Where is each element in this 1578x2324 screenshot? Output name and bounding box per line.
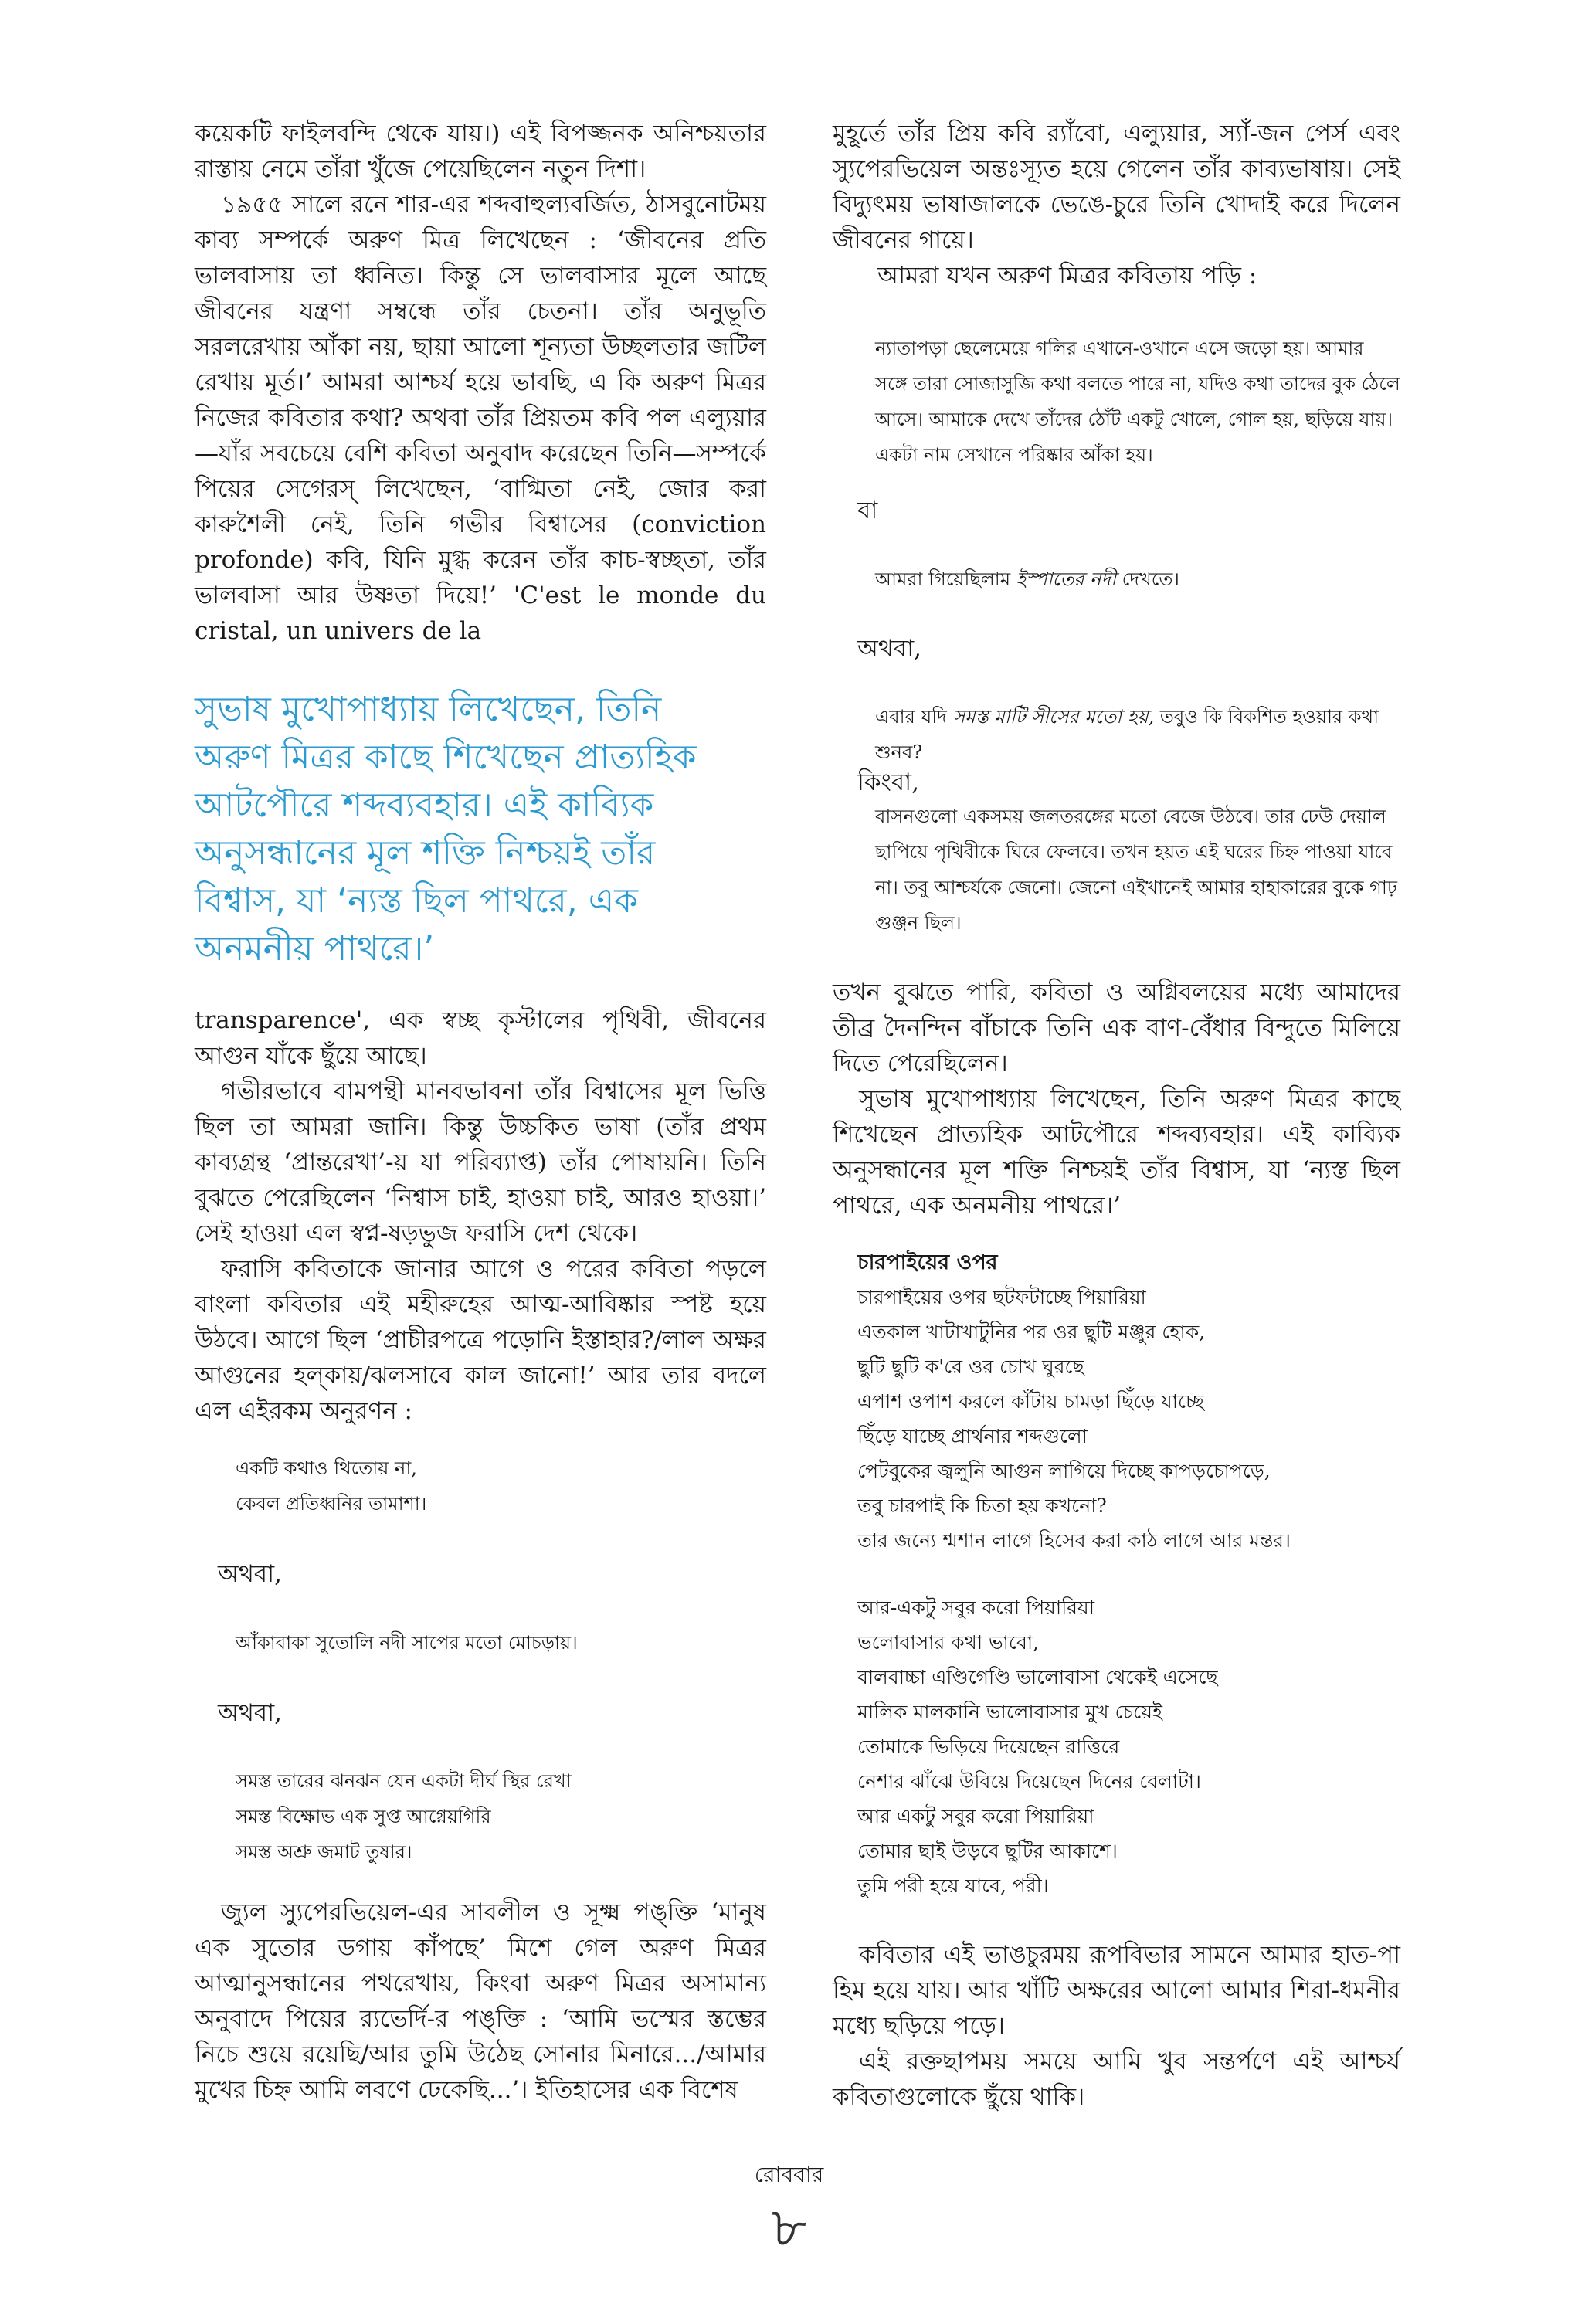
poem-line: ভলোবাসার কথা ভাবো, bbox=[857, 1631, 1040, 1654]
paragraph: কবিতার এই ভাঙচুরময় রূপবিভার সামনে আমার হাত-পা হিম হয়ে যায়। আর খাঁটি অক্ষরের আলো আমার শিরা-ধমনীর মধ্যে ছড়িয়ে পড়ে। bbox=[833, 1941, 1400, 2040]
paragraph: ফরাসি কবিতাকে জানার আগে ও পরের কবিতা পড়লে বাংলা কবিতার এই মহীরুহের আত্ম-আবিষ্কার স্পষ্ট হয়ে উঠবে। আগে ছিল ‘প্রাচীরপত্রে পড়োনি ইস্তাহার?/লাল অক্ষর আগুনের হল্‌কায়/ঝলসাবে কাল জানো!’ আর তার বদলে এল এইরকম অনুরণন : bbox=[195, 1255, 766, 1425]
poem-line: এতকাল খাটাখাটুনির পর ওর ছুটি মঞ্জুর হোক, bbox=[857, 1321, 1206, 1343]
poem-line: বালবাচ্চা এণ্ডিগেণ্ডি ভালোবাসা থেকেই এসেছে bbox=[857, 1666, 1218, 1688]
page-number: ৮ bbox=[771, 2196, 807, 2259]
quote-line: একটি কথাও থিতোয় না, bbox=[236, 1457, 417, 1479]
connector-label: অথবা, bbox=[218, 1699, 283, 1727]
athoba-label-2 bbox=[218, 1695, 282, 1731]
quote-line: আঁকাবাকা সুতোলি নদী সাপের মতো মোচড়ায়। bbox=[236, 1632, 578, 1654]
poem-line: আর-একটু সবুর করো পিয়ারিয়া bbox=[857, 1596, 1095, 1619]
poem-line: এপাশ ওপাশ করলে কাঁটায় চামড়া ছিঁড়ে যাচ্ছে bbox=[857, 1390, 1204, 1413]
kimba-label bbox=[857, 765, 919, 800]
quote-text-post: তবুও কি বিকশিত হওয়ার কথা শুনব? bbox=[875, 706, 1379, 763]
quote-block-1 bbox=[236, 1450, 761, 1522]
paragraph: গভীরভাবে বামপন্থী মানবভাবনা তাঁর বিশ্বাসের মূল ভিত্তি ছিল তা আমরা জানি। কিন্তু উচ্চকিত ভাষা (তাঁর প্রথম কাব্যগ্রন্থ ‘প্রান্তরেখা’-য় যা পরিব্যাপ্ত) তাঁর পোষায়নি। তিনি বুঝতে পেরেছিলেন ‘নিশ্বাস চাই, হাওয়া চাই, আরও হাওয়া।’ সেই হাওয়া এল স্বপ্ন-ষড়ভুজ ফরাসি দেশ থেকে। bbox=[195, 1077, 766, 1247]
poem-line: তোমাকে ভিড়িয়ে দিয়েছেন রাত্তিরে bbox=[857, 1735, 1120, 1758]
quote-line: সমস্ত বিক্ষোভ এক সুপ্ত আগ্নেয়গিরি bbox=[236, 1806, 491, 1827]
connector-label: বা bbox=[857, 497, 878, 524]
quote-block-c bbox=[875, 699, 1400, 770]
right-column-mid bbox=[833, 975, 1400, 1223]
quote-text-post: দেখতে। bbox=[1115, 568, 1179, 590]
poem-title: চারপাইয়ের ওপর bbox=[857, 1250, 998, 1274]
poem-line: তার জন্যে শ্মশান লাগে হিসেব করা কাঠ লাগে আর মন্তর। bbox=[857, 1529, 1291, 1552]
ba-label bbox=[857, 493, 877, 528]
magazine-name: রোববার bbox=[754, 2162, 824, 2187]
quote-text: বাসনগুলো একসময় জলতরঙ্গের মতো বেজে উঠবে। তার ঢেউ দেয়াল ছাপিয়ে পৃথিবীকে ঘিরে ফেলবে। তখন হয়ত এই ঘরের চিহ্ন পাওয়া যাবে না। তবু আশ্চর্যকে জেনো। জেনো এইখানেই আমার হাহাকারের বুকে গাঢ় গুঞ্জন ছিল। bbox=[875, 806, 1397, 934]
poem-line: তোমার ছাই উড়বে ছুটির আকাশে। bbox=[857, 1840, 1118, 1862]
quote-line: সমস্ত তারের ঝনঝন যেন একটা দীর্ঘ স্থির রেখা bbox=[236, 1770, 572, 1792]
poem-line: আর একটু সবুর করো পিয়ারিয়া bbox=[857, 1805, 1094, 1827]
paragraph: মুহূর্তে তাঁর প্রিয় কবি র‍্যাঁবো, এল্যুয়ার, স্যাঁ-জন পের্স এবং স্যুপেরভিয়েল অন্তঃস্যূত হয়ে গেলেন তাঁর কাব্যভাষায়। সেই বিদ্যুৎময় ভাষাজালকে ভেঙে-চুরে তিনি খোদাই করে দিলেন জীবনের গায়ে। bbox=[833, 120, 1400, 254]
paragraph: ১৯৫৫ সালে রনে শার-এর শব্দবাহুল্যবর্জিত, ঠাসবুনোটময় কাব্য সম্পর্কে অরুণ মিত্র লিখেছেন : ‘জীবনের প্রতি ভালবাসায় তা ধ্বনিত। কিন্তু সে ভালবাসার মূলে আছে জীবনের যন্ত্রণা সম্বন্ধে তাঁর চেতনা। তাঁর অনুভূতি সরলরেখায় আঁকা নয়, ছায়া আলো শূন্যতা উচ্ছলতার জটিল রেখায় মূর্ত।’ আমরা আশ্চর্য হয়ে ভাবছি, এ কি অরুণ মিত্রর নিজের কবিতার কথা? অথবা তাঁর প্রিয়তম কবি পল এল্যুয়ার—যাঁর সবচেয়ে বেশি কবিতা অনুবাদ করেছেন তিনি—সম্পর্কে পিয়ের সেগেরস্ লিখেছেন, ‘বাগ্মিতা নেই, জোর করা কারুশৈলী নেই, তিনি গভীর বিশ্বাসের (conviction profonde) কবি, যিনি মুগ্ধ করেন তাঁর কাচ-স্বচ্ছতা, তাঁর ভালবাসা আর উষ্ণতা দিয়ে!’ 'C'est le monde du cristal, un univers de la bbox=[195, 191, 766, 645]
paragraph: জ্যুল স্যুপেরভিয়েল-এর সাবলীল ও সূক্ষ্ম পঙ্‌ক্তি ‘মানুষ এক সুতোর ডগায় কাঁপছে’ মিশে গেল অরুণ মিত্রর আত্মানুসন্ধানের পথরেখায়, কিংবা অরুণ মিত্রর অসামান্য অনুবাদে পিয়ের র‍্যভের্দি-র পঙ্‌ক্তি : ‘আমি ভস্মের স্তম্ভের নিচে শুয়ে রয়েছি/আর তুমি উঠেছ সোনার মিনারে.../আমার মুখের চিহ্ন আমি লবণে ঢেকেছি...’। ইতিহাসের এক বিশেষ bbox=[195, 1898, 766, 2104]
quote-block-3 bbox=[236, 1763, 761, 1870]
right-column-top bbox=[833, 116, 1400, 293]
quote-text-pre: আমরা গিয়েছিলাম bbox=[875, 568, 1016, 590]
right-column-end bbox=[833, 1937, 1400, 2115]
quote-text: ন্যাতাপড়া ছেলেমেয়ে গলির এখানে-ওখানে এসে জড়ো হয়। আমার সঙ্গে তারা সোজাসুজি কথা বলতে পারে না, যদিও কথা তাদের বুক ঠেলে আসে। আমাকে দেখে তাঁদের ঠোঁট একটু খোলে, গোল হয়, ছড়িয়ে যায়। একটা নাম সেখানে পরিষ্কার আঁকা হয়। bbox=[875, 338, 1400, 466]
paragraph: সুভাষ মুখোপাধ্যায় লিখেছেন, তিনি অরুণ মিত্রর কাছে শিখেছেন প্রাত্যহিক আটপৌরে শব্দব্যবহার। এই কাব্যিক অনুসন্ধানের মূল শক্তি নিশ্চয়ই তাঁর বিশ্বাস, যা ‘ন্যস্ত ছিল পাথরে, এক অনমনীয় পাথরে।’ bbox=[833, 1085, 1400, 1220]
poem-line: ছিঁড়ে যাচ্ছে প্রার্থনার শব্দগুলো bbox=[857, 1425, 1088, 1447]
paragraph: তখন বুঝতে পারি, কবিতা ও অগ্নিবলয়ের মধ্যে আমাদের তীব্র দৈনন্দিন বাঁচাকে তিনি এক বাণ-বেঁধার বিন্দুতে মিলিয়ে দিতে পেরেছিলেন। bbox=[833, 979, 1400, 1077]
quote-text-italic: সমস্ত মাটি সীসের মতো হয়, bbox=[952, 706, 1155, 728]
athoba-label-3 bbox=[857, 631, 921, 667]
left-column bbox=[195, 116, 766, 649]
quote-block-d bbox=[875, 799, 1400, 941]
quote-block-2 bbox=[236, 1625, 761, 1661]
quote-line: সমস্ত অশ্রু জমাট তুষার। bbox=[236, 1841, 412, 1863]
quote-text bbox=[875, 561, 1400, 597]
quote-block-a bbox=[875, 331, 1400, 473]
poem-line: নেশার ঝাঁঝে উবিয়ে দিয়েছেন দিনের বেলাটা। bbox=[857, 1770, 1201, 1793]
connector-label: কিংবা, bbox=[857, 768, 919, 796]
poem-line: পেটবুকের জ্বলুনি আগুন লাগিয়ে দিচ্ছে কাপড়চোপড়ে, bbox=[857, 1460, 1271, 1482]
left-column-bottom bbox=[195, 1895, 766, 2108]
quote-text-pre: এবার যদি bbox=[875, 706, 953, 728]
paragraph: আমরা যখন অরুণ মিত্রর কবিতায় পড়ি : bbox=[877, 262, 1257, 290]
paragraph: transparence', এক স্বচ্ছ কৃস্টালের পৃথিবী, জীবনের আগুন যাঁকে ছুঁয়ে আছে। bbox=[195, 1006, 766, 1070]
poem-line: মালিক মালকানি ভালোবাসার মুখ চেয়েই bbox=[857, 1701, 1162, 1723]
poem-line: ছুটি ছুটি ক'রে ওর চোখ ঘুরছে bbox=[857, 1355, 1084, 1378]
pull-quote bbox=[195, 686, 735, 973]
poem-line: তবু চারপাই কি চিতা হয় কখনো? bbox=[857, 1494, 1107, 1517]
athoba-label-1 bbox=[218, 1556, 282, 1592]
pull-quote-text: সুভাষ মুখোপাধ্যায় লিখেছেন, তিনি অরুণ মিত্রর কাছে শিখেছেন প্রাত্যহিক আটপৌরে শব্দব্যবহার। এই কাব্যিক অনুসন্ধানের মূল শক্তি নিশ্চয়ই তাঁর বিশ্বাস, যা ‘ন্যস্ত ছিল পাথরে, এক অনমনীয় পাথরে।’ bbox=[195, 690, 697, 969]
poem bbox=[857, 1246, 1413, 1903]
quote-text-italic: ইস্পাতের নদী bbox=[1016, 568, 1116, 590]
quote-block-b bbox=[875, 561, 1400, 597]
connector-label: অথবা, bbox=[857, 635, 922, 663]
left-column-mid bbox=[195, 1003, 766, 1429]
poem-line: তুমি পরী হয়ে যাবে, পরী। bbox=[857, 1874, 1049, 1897]
paragraph: এই রক্তছাপময় সময়ে আমি খুব সন্তর্পণে এই আশ্চর্য কবিতাগুলোকে ছুঁয়ে থাকি। bbox=[833, 2047, 1400, 2111]
poem-line: চারপাইয়ের ওপর ছটফটাচ্ছে পিয়ারিয়া bbox=[857, 1286, 1146, 1308]
quote-text bbox=[875, 699, 1400, 770]
paragraph: কয়েকটি ফাইলবন্দি থেকে যায়।) এই বিপজ্জনক অনিশ্চয়তার রাস্তায় নেমে তাঁরা খুঁজে পেয়েছিলেন নতুন দিশা। bbox=[195, 120, 766, 183]
connector-label: অথবা, bbox=[218, 1560, 283, 1588]
quote-line: কেবল প্রতিধ্বনির তামাশা। bbox=[236, 1493, 427, 1515]
